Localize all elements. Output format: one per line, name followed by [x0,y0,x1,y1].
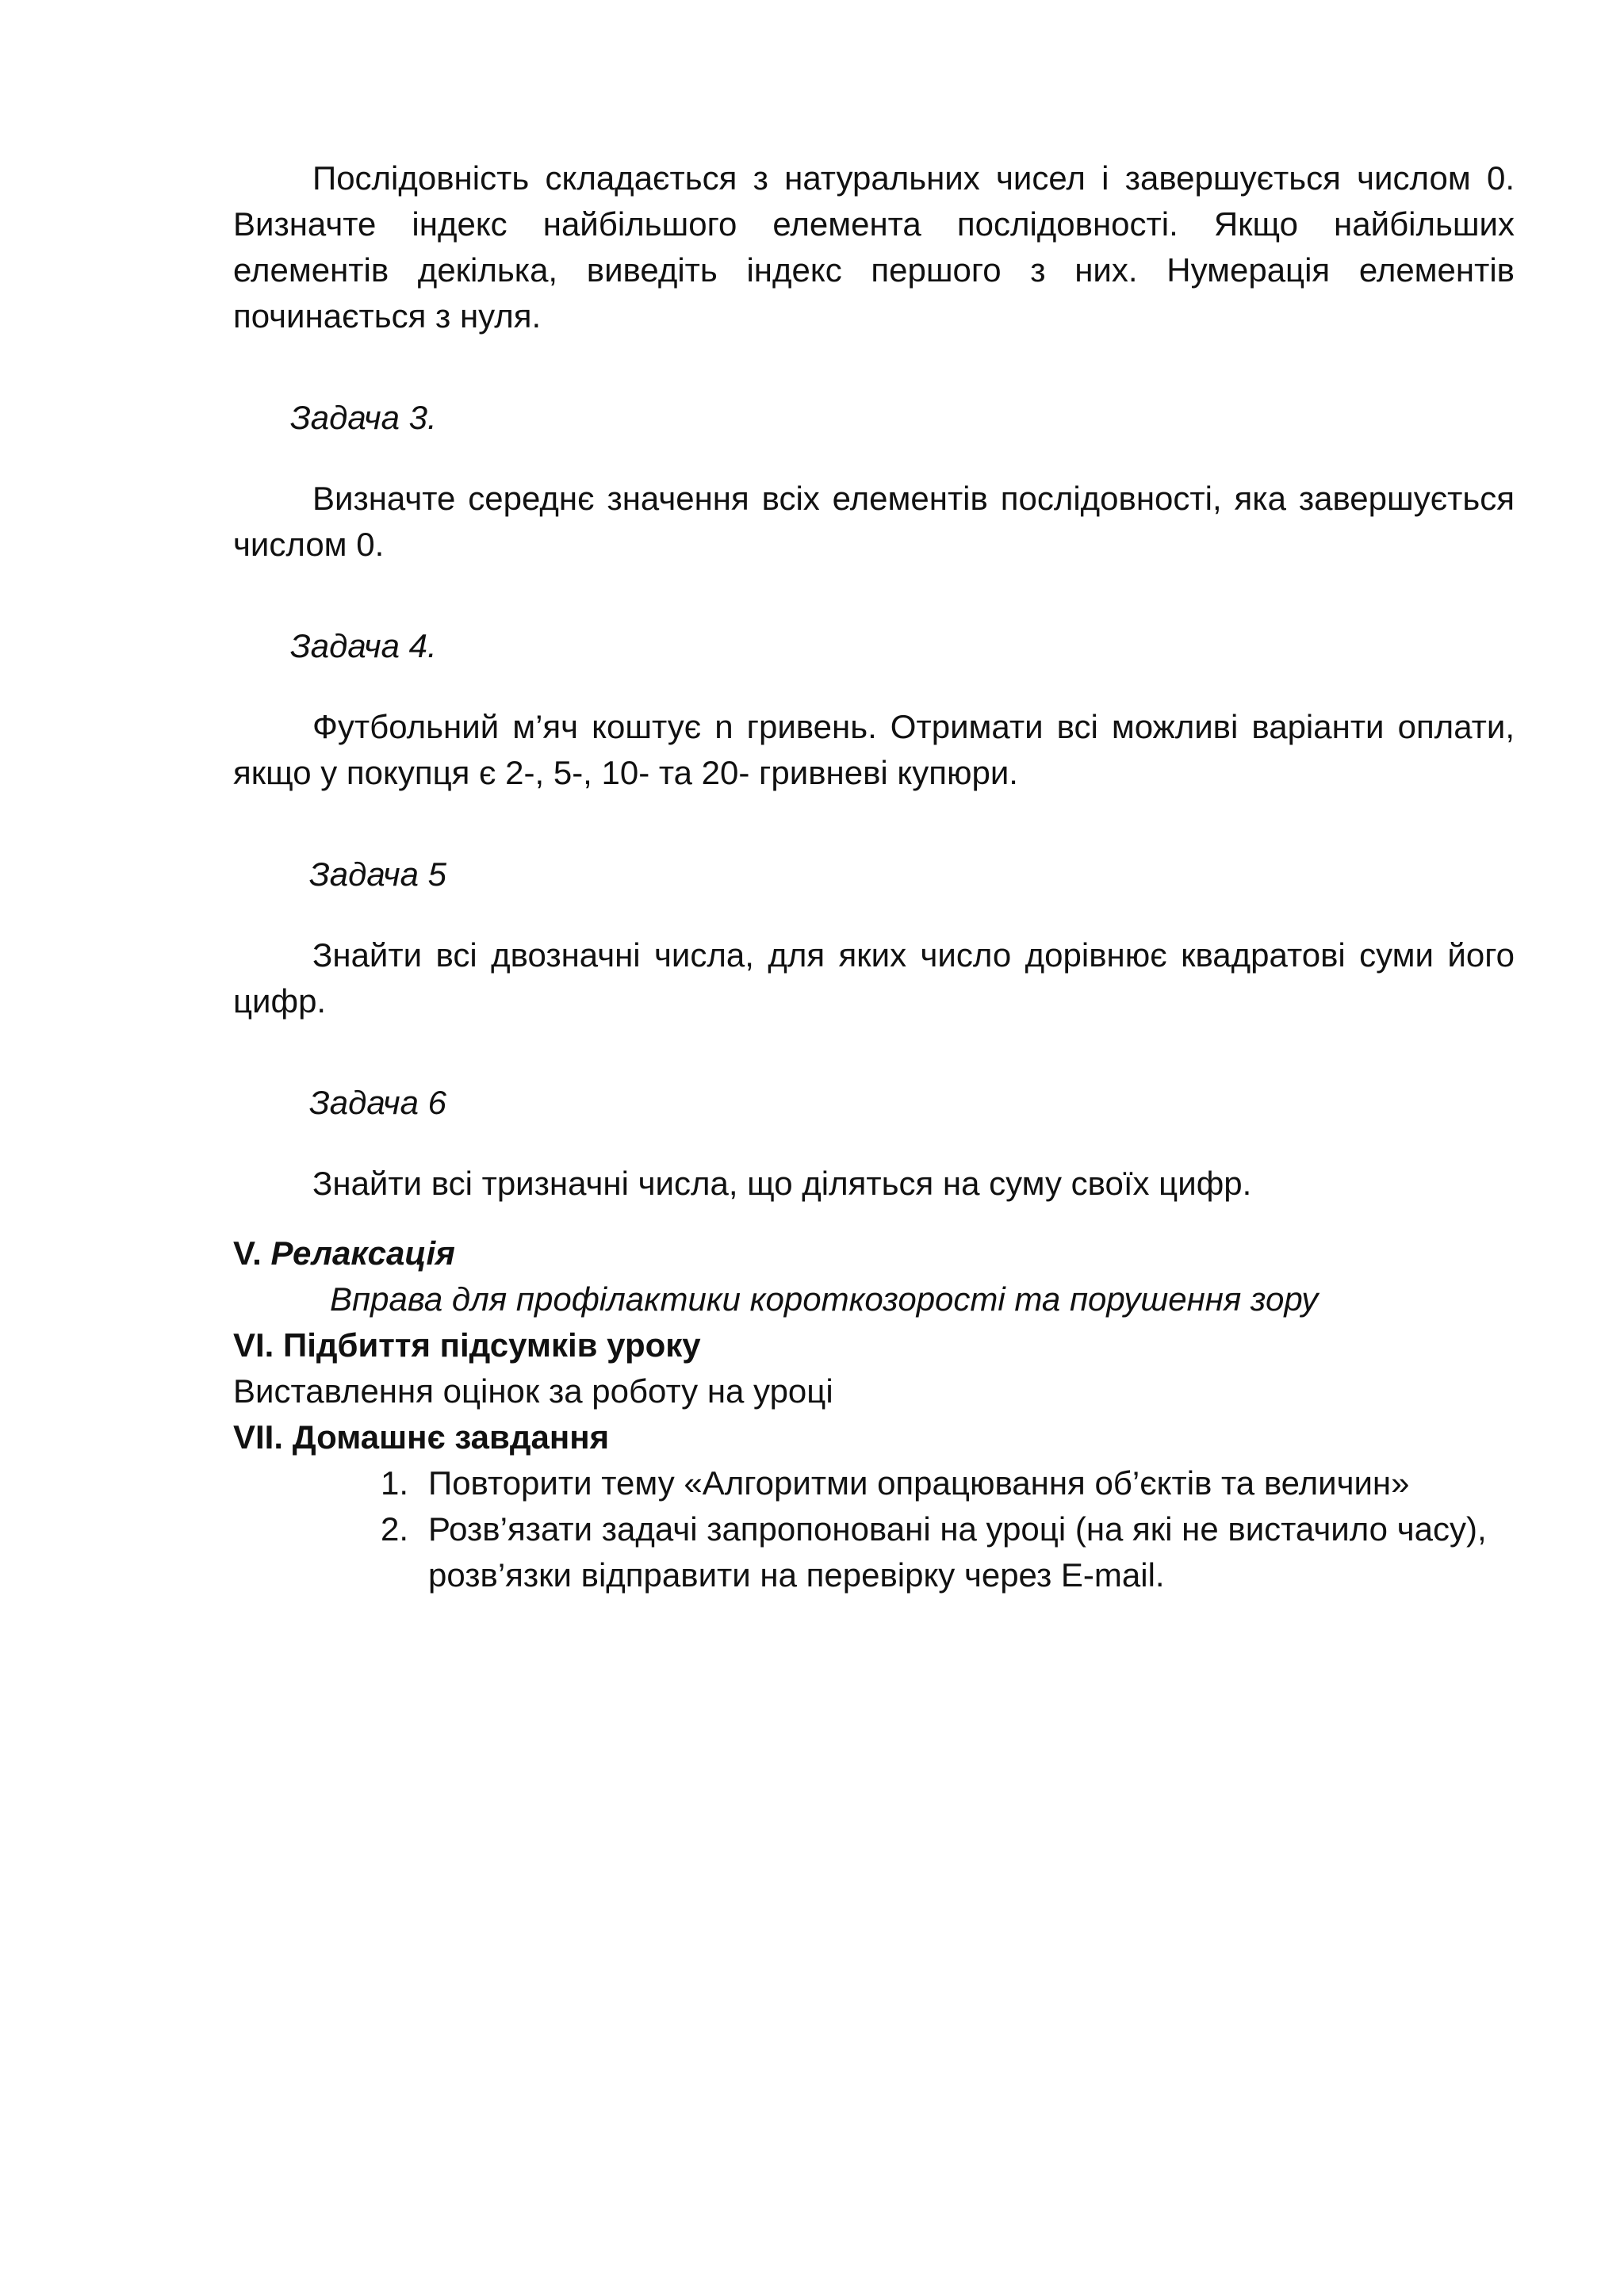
section6-text: Виставлення оцінок за роботу на уроці [233,1372,833,1410]
homework-item [381,1460,1515,1506]
homework-item-text: Розв’язати задачі запропоновані на уроці (на які не вистачило часу), розв’язки відправити на перевірку через E-mail. [428,1510,1487,1594]
section5-title: Релаксація [270,1234,455,1272]
task4-text: Футбольний м’яч коштує n гривень. Отримати всі можливі варіанти оплати, якщо у покупця є 2-, 5-, 10- та 20- гривневі купюри. [233,708,1515,791]
spacer [233,796,1515,851]
spacer [233,568,1515,623]
section7-heading: VII. Домашнє завдання [233,1418,610,1456]
homework-item-text: Повторити тему «Алгоритми опрацювання об’єктів та величин» [428,1464,1410,1502]
spacer [233,441,1515,476]
task4-heading: Задача 4. [290,627,437,664]
task5-heading: Задача 5 [309,855,447,893]
task3-text: Визначте середнє значення всіх елементів послідовності, яка завершується числом 0. [233,480,1515,563]
task3-heading: Задача 3. [290,399,437,436]
spacer [233,1126,1515,1161]
spacer [233,669,1515,704]
homework-list [233,1460,1515,1598]
section5-note: Вправа для профілактики короткозорості та порушення зору [330,1280,1319,1318]
spacer [233,897,1515,932]
spacer [233,1207,1515,1230]
task5-text: Знайти всі двозначні числа, для яких число дорівнює квадратові суми його цифр. [233,936,1515,1020]
spacer [233,339,1515,395]
section6-heading: VI. Підбиття підсумків уроку [233,1326,701,1364]
spacer [233,1024,1515,1080]
task6-text: Знайти всі тризначні числа, що діляться на суму своїх цифр. [312,1165,1252,1202]
document-body [233,155,1515,1598]
task2-text: Послідовність складається з натуральних чисел і завершується числом 0. Визначте індекс найбільшого елемента послідовності. Якщо найбільших елементів декілька, виведіть індекс першого з них. Нумерація елементів починається з нуля. [233,159,1515,335]
homework-item-number: 1. [381,1464,409,1502]
section5-heading [233,1230,1515,1276]
section5-number: V. [233,1234,262,1272]
homework-item [381,1506,1515,1598]
homework-item-number: 2. [381,1510,409,1548]
task6-heading: Задача 6 [309,1084,447,1121]
